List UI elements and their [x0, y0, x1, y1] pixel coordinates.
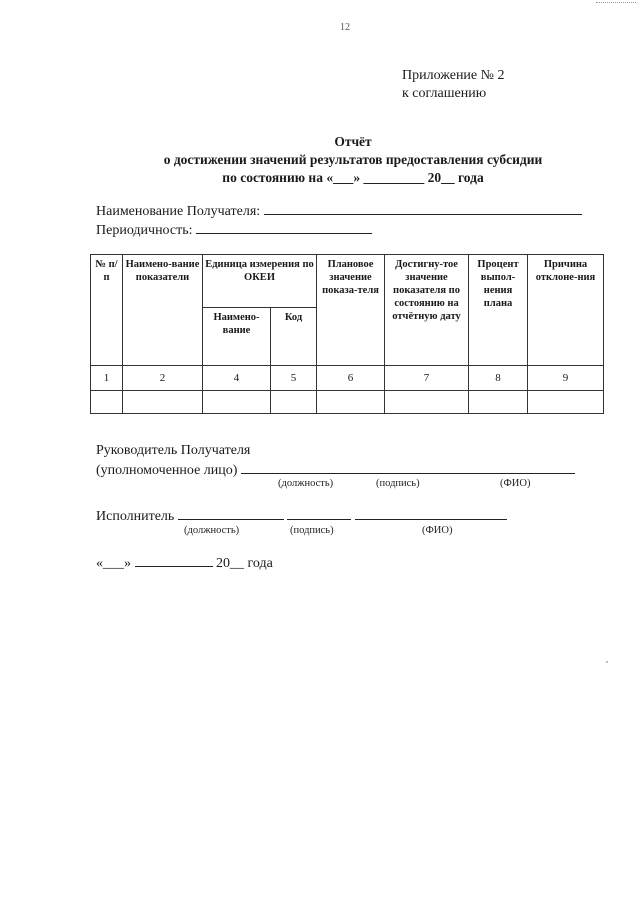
date-line	[96, 554, 273, 572]
table-cell: 6	[317, 366, 385, 391]
title-line-3: по состоянию на «___» _________ 20__ года	[222, 170, 484, 185]
periodicity-label: Периодичность:	[96, 223, 193, 238]
recipient-blank	[264, 202, 582, 215]
page-number: 12	[340, 22, 350, 33]
report-table	[90, 254, 604, 414]
scan-speck	[606, 661, 608, 663]
appendix-header	[402, 67, 505, 103]
table-cell	[528, 391, 604, 414]
table-cell: 2	[123, 366, 203, 391]
executor-line	[96, 507, 507, 525]
recipient-label: Наименование Получателя:	[96, 204, 261, 219]
head-signature-blank	[241, 461, 575, 474]
head-position-caption: (должность)	[278, 478, 334, 489]
header-num: № п/п	[91, 255, 123, 366]
exec-position-caption: (должность)	[184, 525, 240, 536]
header-unit: Единица измерения по ОКЕИ	[203, 255, 317, 308]
table-cell: 4	[203, 366, 271, 391]
periodicity-blank	[196, 221, 372, 234]
recipient-field	[96, 202, 582, 220]
table-cell: 1	[91, 366, 123, 391]
header-achieved: Достигну-тое значение показателя по состоянию на отчётную дату	[385, 255, 469, 366]
table-row	[91, 391, 604, 414]
header-indicator: Наимено-вание показатели	[123, 255, 203, 366]
table-cell	[317, 391, 385, 414]
table-cell	[91, 391, 123, 414]
table-cell: 5	[271, 366, 317, 391]
header-unit-code: Код	[271, 308, 317, 366]
executor-signature-blank	[287, 507, 351, 520]
table-cell: 9	[528, 366, 604, 391]
periodicity-field	[96, 221, 372, 239]
title-line-2: о достижении значений результатов предоставления субсидии	[163, 152, 543, 167]
appendix-line-2: к соглашению	[402, 86, 487, 101]
date-month-blank	[135, 554, 213, 567]
head-fio-caption: (ФИО)	[500, 478, 531, 489]
table-number-row	[91, 366, 604, 391]
head-authorized-label: (уполномоченное лицо)	[96, 463, 238, 478]
table-cell	[469, 391, 528, 414]
header-planned: Плановое значение показа-теля	[317, 255, 385, 366]
title-line-1: Отчёт	[334, 134, 372, 149]
executor-label: Исполнитель	[96, 509, 175, 524]
head-title: Руководитель Получателя	[96, 443, 251, 458]
header-unit-name: Наимено-вание	[203, 308, 271, 366]
date-year: 20__ года	[216, 556, 273, 571]
date-day: «___»	[96, 556, 131, 571]
table-cell: 7	[385, 366, 469, 391]
table-cell: 8	[469, 366, 528, 391]
report-title	[96, 133, 610, 187]
header-reason: Причина отклоне-ния	[528, 255, 604, 366]
table-cell	[271, 391, 317, 414]
head-signature-caption: (подпись)	[376, 478, 420, 489]
table-cell	[123, 391, 203, 414]
executor-fio-blank	[355, 507, 507, 520]
header-percent: Процент выпол-нения плана	[469, 255, 528, 366]
exec-fio-caption: (ФИО)	[422, 525, 453, 536]
table-header-row	[91, 255, 604, 308]
exec-signature-caption: (подпись)	[290, 525, 334, 536]
executor-position-blank	[178, 507, 284, 520]
appendix-line-1: Приложение № 2	[402, 68, 505, 83]
table-cell	[385, 391, 469, 414]
head-line	[96, 461, 575, 479]
table-cell	[203, 391, 271, 414]
scan-corner-mark	[596, 2, 636, 3]
